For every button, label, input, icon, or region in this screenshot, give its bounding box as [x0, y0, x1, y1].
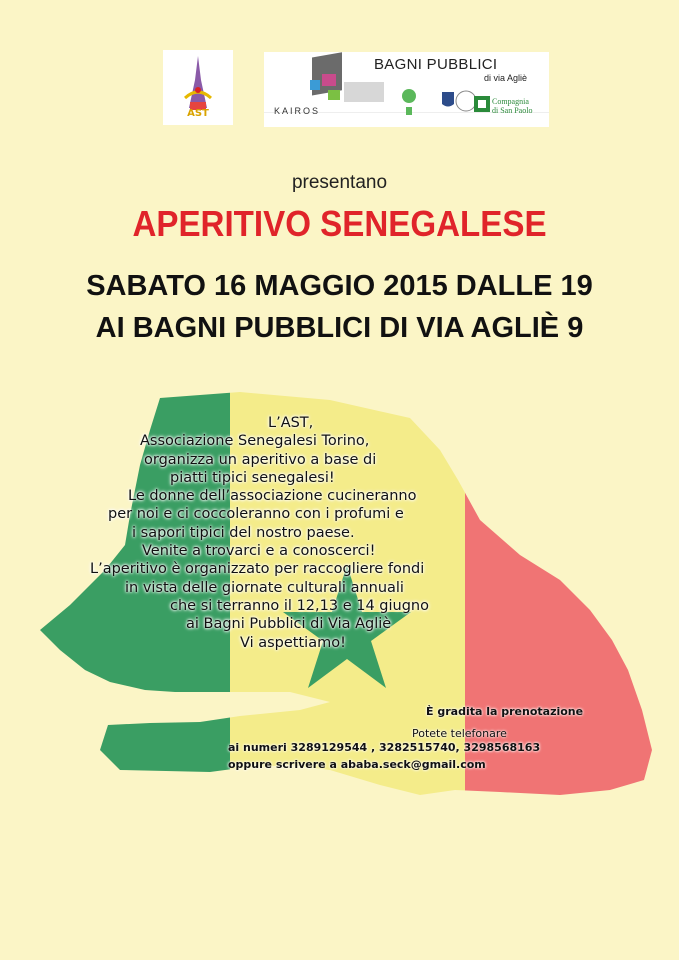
event-date: SABATO 16 MAGGIO 2015 DALLE 19: [86, 270, 593, 302]
email-line: oppure scrivere a ababa.seck@gmail.com: [228, 758, 486, 771]
desc-line: Venite a trovarci e a conoscerci!: [142, 543, 376, 560]
desc-line: in vista delle giornate culturali annuali: [125, 579, 404, 596]
desc-line: piatti tipici senegalesi!: [170, 469, 335, 486]
compagnia-label: [492, 97, 532, 115]
desc-line: Associazione Senegalesi Torino,: [140, 433, 370, 450]
desc-line: ai Bagni Pubblici di Via Agliè: [186, 616, 392, 633]
desc-line: organizza un aperitivo a base di: [144, 451, 377, 468]
ast-logo: [163, 50, 233, 125]
intro-text: presentano: [291, 172, 388, 193]
desc-line: Vi aspettiamo!: [240, 634, 346, 651]
event-title: APERITIVO SENEGALESE: [132, 203, 547, 244]
phone-numbers: ai numeri 3289129544 , 3282515740, 3298568163: [228, 741, 541, 754]
phone-intro: Potete telefonare: [412, 727, 507, 740]
compagnia-line-1: Compagnia: [492, 97, 529, 106]
compagnia-line-2: di San Paolo: [492, 106, 533, 115]
desc-line: i sapori tipici del nostro paese.: [132, 524, 355, 541]
booking-note: È gradita la prenotazione: [426, 705, 584, 718]
bagni-pubblici-title: BAGNI PUBBLICI: [374, 56, 498, 73]
bagni-pubblici-subtitle: di via Agliè: [484, 73, 528, 83]
ast-logo-label: AST: [187, 108, 209, 119]
event-place: AI BAGNI PUBBLICI DI VIA AGLIÈ 9: [95, 312, 584, 344]
desc-line: L’AST,: [268, 415, 314, 431]
desc-line: che si terranno il 12,13 e 14 giugno: [170, 597, 429, 614]
bagni-pubblici-logo: [264, 52, 549, 127]
desc-line: Le donne dell’associazione cucineranno: [128, 488, 417, 505]
description: [90, 414, 530, 652]
desc-line: per noi e ci coccoleranno con i profumi e: [108, 506, 404, 523]
kairos-label: KAIROS: [274, 106, 321, 116]
desc-line: L’aperitivo è organizzato per raccogliere fondi: [90, 561, 425, 578]
